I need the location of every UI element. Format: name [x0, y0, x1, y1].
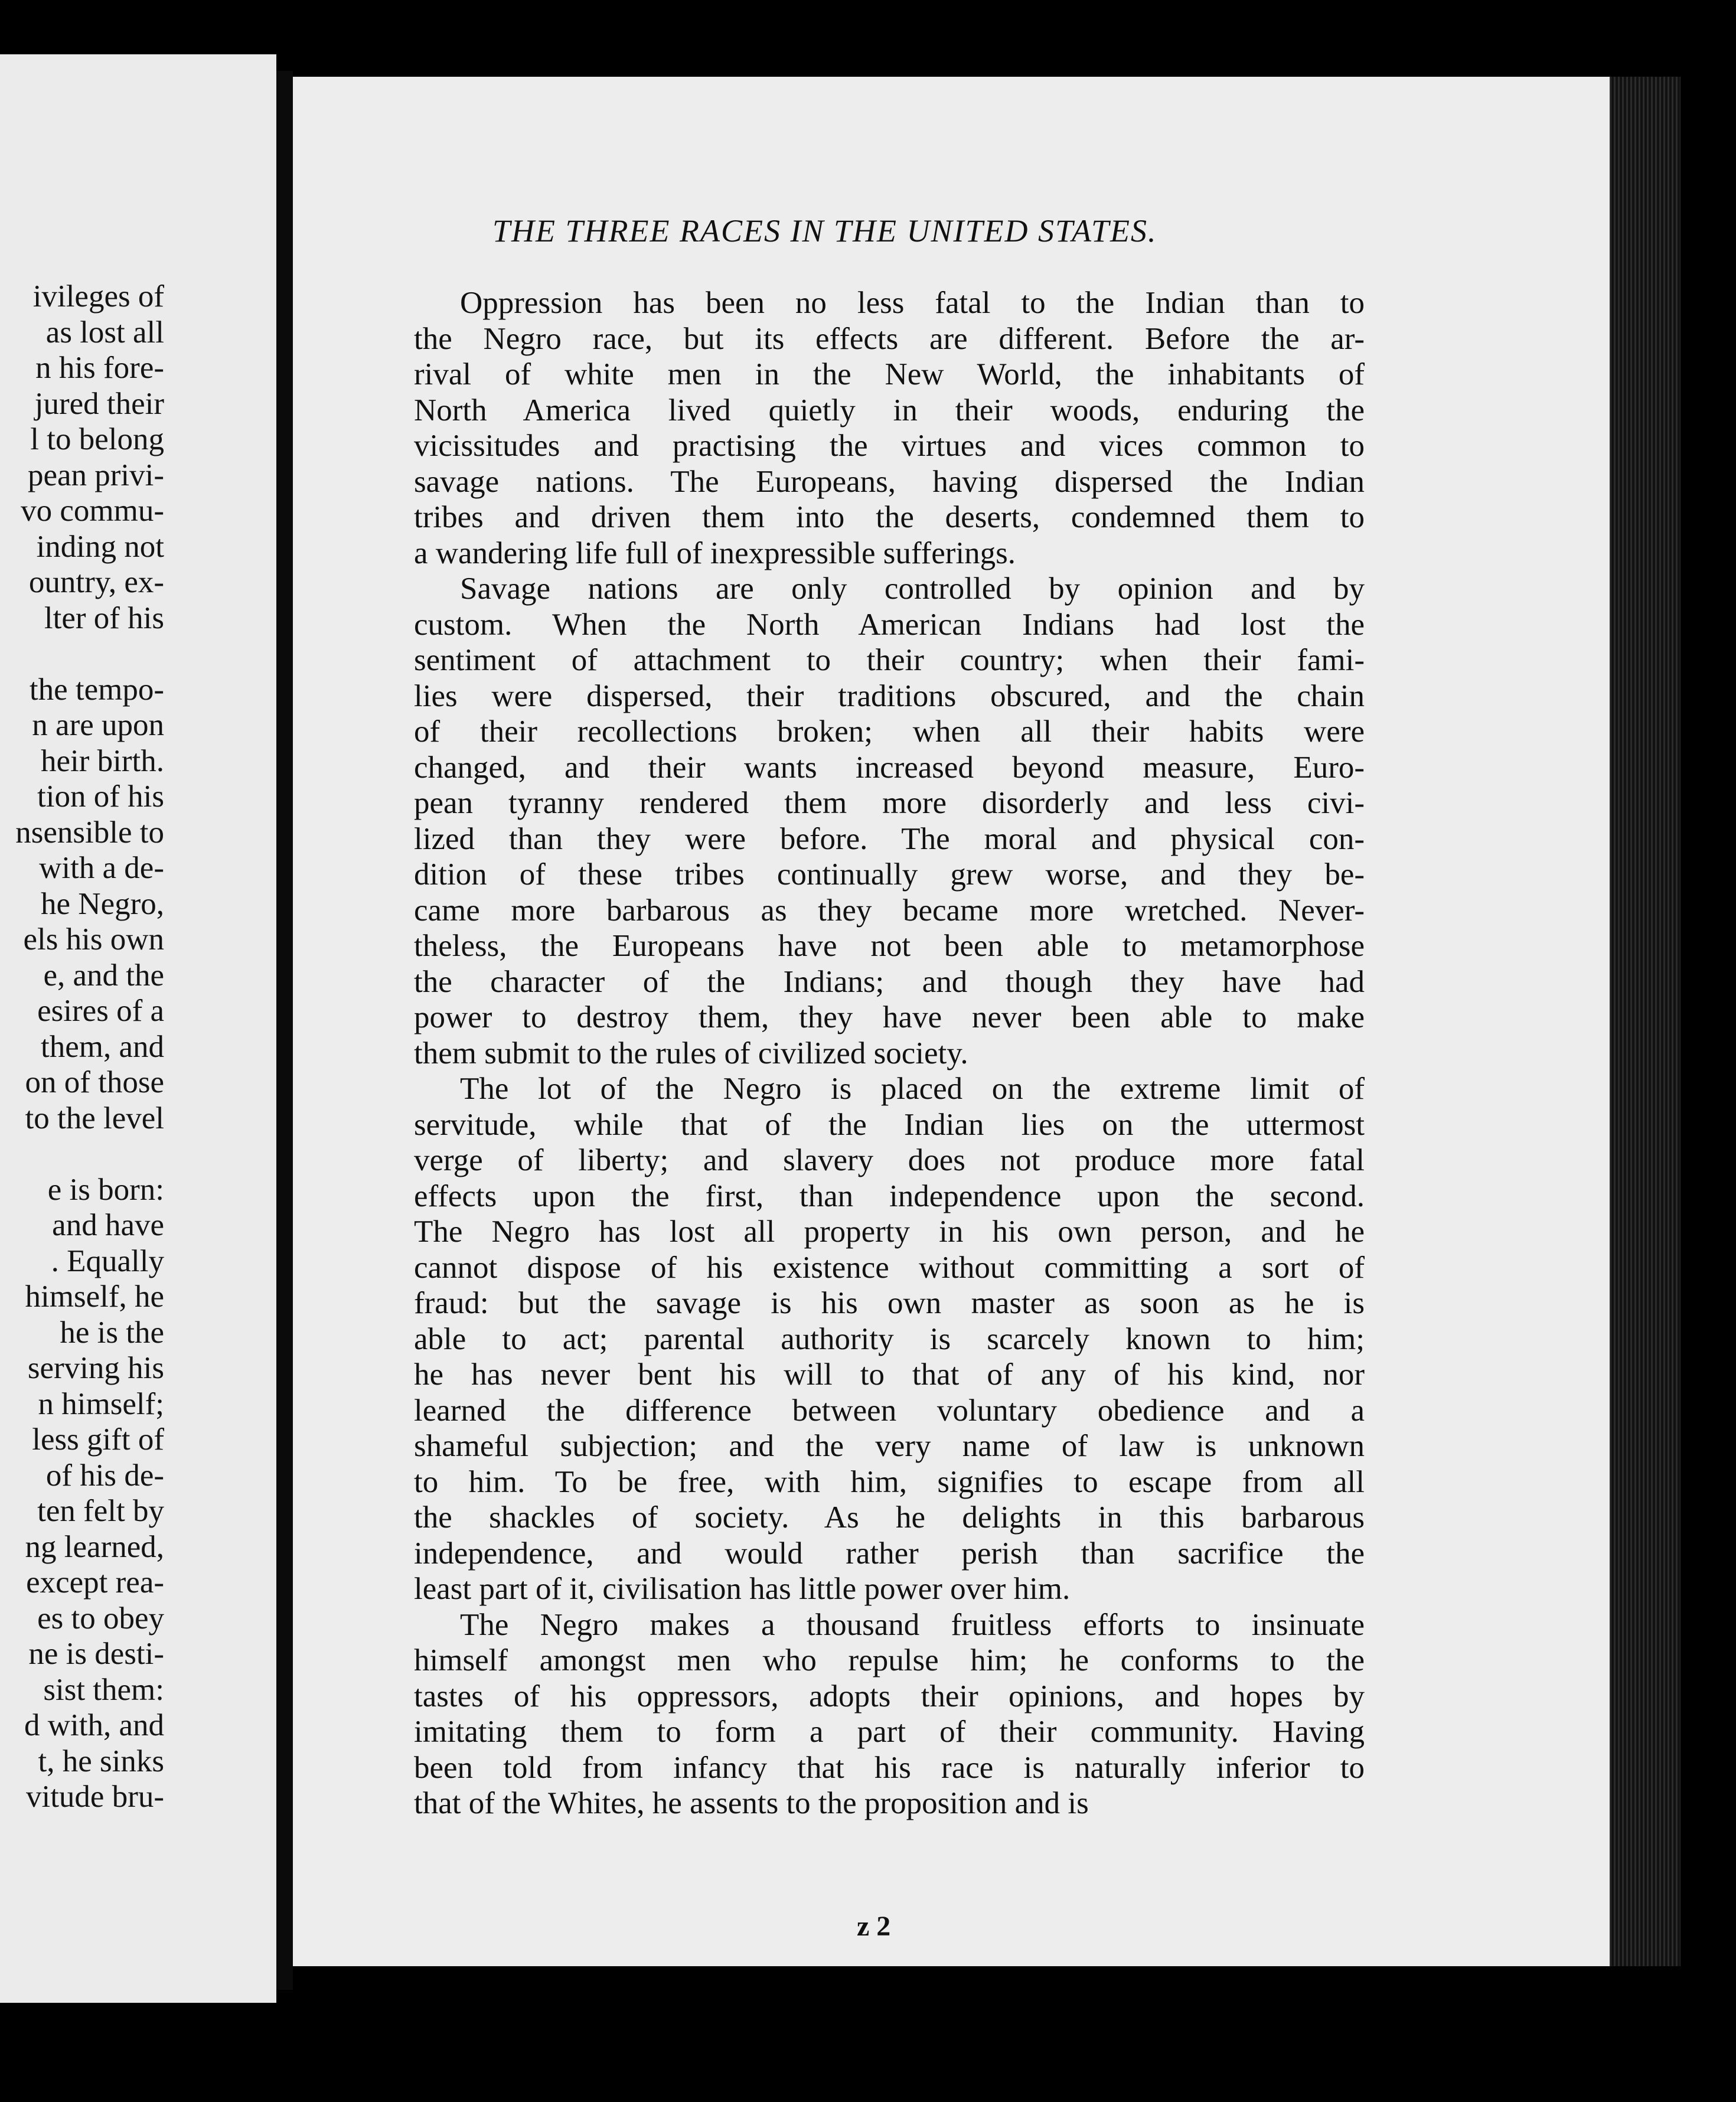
text-line: able to act; parental authority is scarcely known to him; [414, 1321, 1365, 1356]
left-page-line: pean privi- [27, 458, 164, 492]
left-page-line: he Negro, [41, 886, 164, 921]
left-page-line: ivileges of [32, 279, 164, 314]
text-line: tribes and driven them into the deserts, condemned them to [414, 500, 1365, 534]
text-line: himself amongst men who repulse him; he conforms to the [414, 1643, 1365, 1677]
text-line: custom. When the North American Indians had lost the [414, 607, 1365, 642]
left-page-line: els his own [23, 922, 164, 957]
text-line: power to destroy them, they have never been able to make [414, 1000, 1365, 1034]
left-page-line: n himself; [38, 1386, 164, 1421]
text-line: cannot dispose of his existence without committing a sort of [414, 1250, 1365, 1285]
text-line: tastes of his oppressors, adopts their opinions, and hopes by [414, 1679, 1365, 1713]
text-line: changed, and their wants increased beyond measure, Euro- [414, 750, 1365, 785]
left-page-line: with a de- [39, 851, 164, 885]
paragraph [414, 1071, 1365, 1607]
left-page-line: less gift of [32, 1422, 164, 1457]
running-header [492, 213, 1662, 249]
paragraph [414, 285, 1365, 571]
text-line: pean tyranny rendered them more disorderly and less civi- [414, 786, 1365, 820]
text-line: Oppression has been no less fatal to the Indian than to [460, 286, 1365, 320]
text-line: of their recollections broken; when all their habits were [414, 714, 1365, 749]
line-gap [0, 636, 164, 672]
left-page-line: . Equally [51, 1243, 164, 1278]
left-page-line: ountry, ex- [28, 565, 164, 599]
text-line: The Negro makes a thousand fruitless efforts to insinuate [460, 1607, 1365, 1642]
text-line: that of the Whites, he assents to the proposition and is [414, 1786, 1089, 1820]
text-line: them submit to the rules of civilized society. [414, 1036, 968, 1070]
left-page-line: inding not [36, 529, 164, 564]
left-page-line: e, and the [43, 958, 164, 993]
text-line: to him. To be free, with him, signifies to escape from all [414, 1464, 1365, 1499]
left-page-line: es to obey [37, 1601, 164, 1636]
left-page-line: them, and [41, 1029, 164, 1064]
body-text [414, 285, 1365, 1822]
text-line: vicissitudes and practising the virtues and vices common to [414, 429, 1365, 463]
text-line: fraud: but the savage is his own master as soon as he is [414, 1286, 1365, 1320]
left-page-line: nsensible to [15, 815, 164, 850]
text-line: The Negro has lost all property in his own person, and he [414, 1215, 1365, 1249]
left-page-line: jured their [34, 386, 164, 421]
left-page-line: ne is desti- [28, 1637, 164, 1671]
text-line: imitating them to form a part of their community. Having [414, 1715, 1365, 1749]
left-page-line: n are upon [32, 708, 164, 742]
left-page-line: n his fore- [35, 351, 164, 385]
text-line: North America lived quietly in their woods, enduring the [414, 393, 1365, 427]
left-page-text [0, 279, 164, 1815]
text-line: the shackles of society. As he delights in this barbarous [414, 1500, 1365, 1535]
left-page-line: on of those [25, 1065, 164, 1099]
left-page-line: vo commu- [21, 494, 164, 528]
left-page-line: as lost all [45, 315, 164, 350]
left-page-line: lter of his [44, 600, 164, 635]
left-page [0, 54, 276, 2003]
text-line: dition of these tribes continually grew worse, and they be- [414, 857, 1365, 892]
text-line: learned the difference between voluntary obedience and a [414, 1393, 1365, 1428]
left-page-line: except rea- [26, 1565, 164, 1600]
text-line: lies were dispersed, their traditions obscured, and the chain [414, 678, 1365, 713]
text-line: savage nations. The Europeans, having dispersed the Indian [414, 464, 1365, 499]
text-line: a wandering life full of inexpressible sufferings. [414, 536, 1016, 570]
left-page-line: sist them: [43, 1672, 164, 1707]
left-page-line: esires of a [37, 994, 164, 1028]
left-page-line: and have [52, 1208, 164, 1242]
paragraph [414, 1607, 1365, 1822]
text-line: he has never bent his will to that of any of his kind, nor [414, 1357, 1365, 1392]
text-line: been told from infancy that his race is naturally inferior to [414, 1750, 1365, 1785]
left-page-line: he is the [60, 1315, 164, 1350]
left-page-line: tion of his [37, 779, 164, 814]
text-line: verge of liberty; and slavery does not produce more fatal [414, 1143, 1365, 1177]
left-page-line: to the level [25, 1101, 164, 1135]
text-line: Savage nations are only controlled by opinion and by [460, 572, 1365, 606]
left-page-line: d with, and [24, 1708, 164, 1742]
text-line: rival of white men in the New World, the inhabitants of [414, 357, 1365, 391]
text-line: the character of the Indians; and though they have had [414, 964, 1365, 999]
text-line: came more barbarous as they became more wretched. Never- [414, 893, 1365, 928]
left-page-line: heir birth. [41, 743, 164, 778]
left-page-line: the tempo- [29, 672, 164, 707]
text-line: sentiment of attachment to their country; when their fami- [414, 643, 1365, 677]
text-line: effects upon the first, than independence upon the second. [414, 1179, 1365, 1213]
left-page-line: himself, he [25, 1280, 164, 1314]
text-line: shameful subjection; and the very name of law is unknown [414, 1429, 1365, 1463]
text-line: servitude, while that of the Indian lies on the uttermost [414, 1107, 1365, 1142]
book-gutter [276, 71, 293, 1990]
running-title: THE THREE RACES IN THE UNITED STATES. [492, 213, 1157, 249]
right-page [293, 77, 1610, 1966]
left-page-line: t, he sinks [38, 1744, 164, 1778]
text-line: lized than they were before. The moral and physical con- [414, 821, 1365, 856]
text-line: least part of it, civilisation has little power over him. [414, 1572, 1071, 1606]
text-line: the Negro race, but its effects are different. Before the ar- [414, 321, 1365, 356]
left-page-line: serving his [27, 1351, 164, 1385]
text-line: The lot of the Negro is placed on the extreme limit of [460, 1072, 1365, 1106]
page-edges [1610, 77, 1680, 1966]
left-page-line: of his de- [45, 1458, 164, 1493]
left-page-line: ten felt by [37, 1494, 164, 1528]
left-page-line: l to belong [30, 422, 164, 456]
paragraph [414, 571, 1365, 1071]
left-page-line: ng learned, [25, 1529, 164, 1564]
left-page-line: e is born: [47, 1172, 164, 1207]
text-line: independence, and would rather perish than sacrifice the [414, 1536, 1365, 1571]
left-page-line: vitude bru- [25, 1780, 164, 1814]
text-line: theless, the Europeans have not been able to metamorphose [414, 929, 1365, 963]
signature-mark: z 2 [857, 1911, 891, 1942]
line-gap [0, 1136, 164, 1172]
